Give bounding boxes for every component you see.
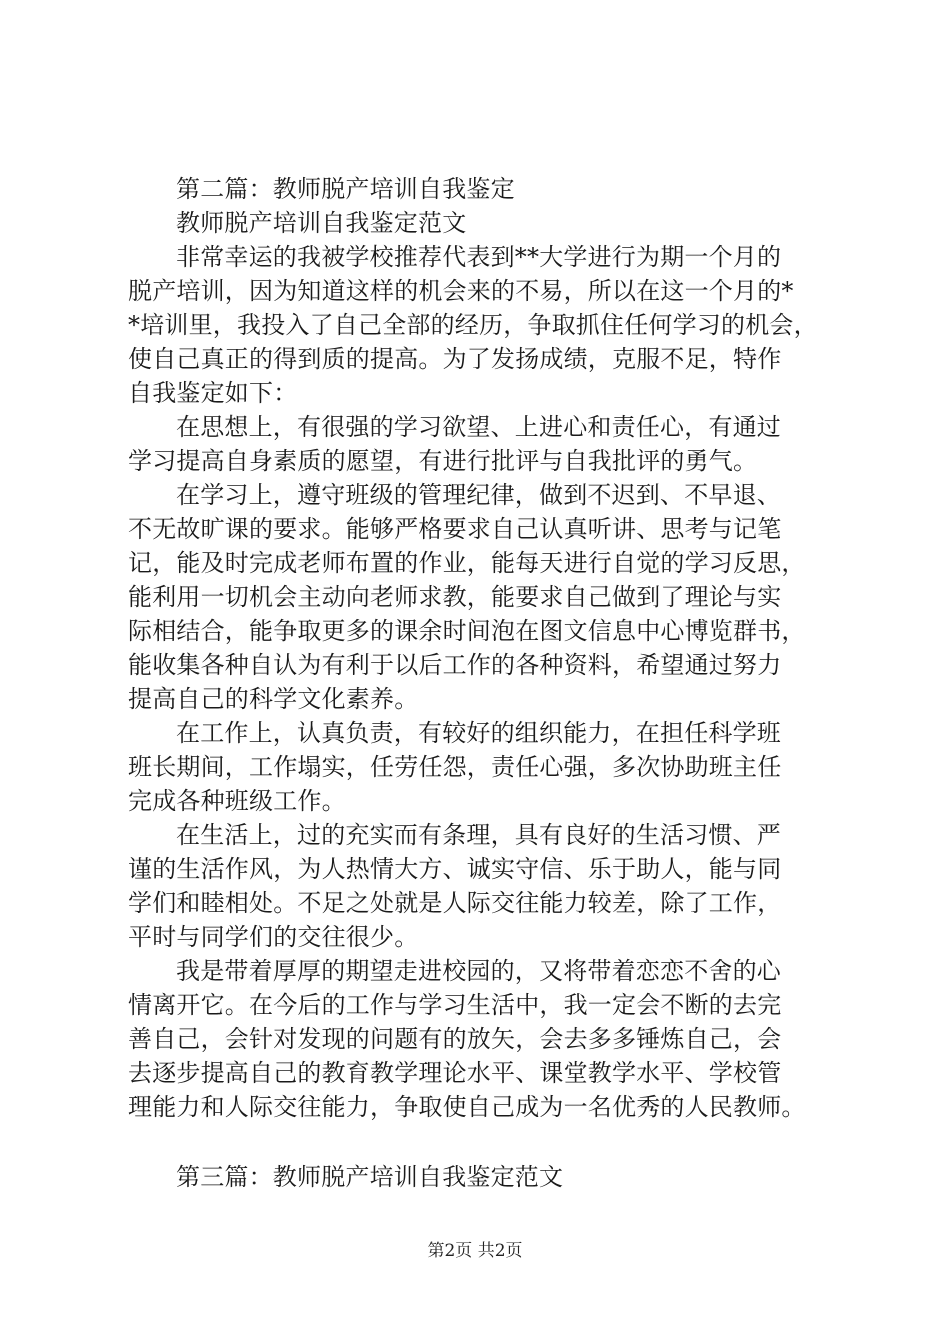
- paragraph-line: 在思想上，有很强的学习欲望、上进心和责任心，有通过: [176, 413, 781, 441]
- paragraph-line: 在生活上，过的充实而有条理，具有良好的生活习惯、严: [176, 821, 781, 849]
- paragraph-line: 班长期间，工作塌实，任劳任怨，责任心强，多次协助班主任: [128, 753, 782, 781]
- paragraph-line: 学习提高自身素质的愿望，有进行批评与自我批评的勇气。: [128, 447, 758, 475]
- paragraph-4: [128, 716, 828, 818]
- paragraph-line: 善自己，会针对发现的问题有的放矢，会去多多锤炼自己，会: [128, 1025, 782, 1053]
- paragraph-line: 自我鉴定如下：: [128, 379, 298, 407]
- paragraph-5: [128, 818, 828, 954]
- section-subheading: 教师脱产培训自我鉴定范文: [176, 209, 467, 237]
- paragraph-2: [128, 410, 828, 478]
- paragraph-line: 使自己真正的得到质的提高。为了发扬成绩，克服不足，特作: [128, 345, 782, 373]
- paragraph-line: 在学习上，遵守班级的管理纪律，做到不迟到、不早退、: [176, 481, 781, 509]
- paragraph-line: 学们和睦相处。不足之处就是人际交往能力较差，除了工作，: [128, 889, 782, 917]
- next-section-heading: 第三篇：教师脱产培训自我鉴定范文: [176, 1163, 564, 1191]
- paragraph-line: *培训里，我投入了自己全部的经历，争取抓住任何学习的机会，: [128, 311, 818, 339]
- paragraph-line: 非常幸运的我被学校推荐代表到**大学进行为期一个月的: [176, 243, 782, 271]
- paragraph-line: 我是带着厚厚的期望走进校园的，又将带着恋恋不舍的心: [176, 957, 781, 985]
- paragraph-line: 提高自己的科学文化素养。: [128, 685, 419, 713]
- document-body: [128, 172, 828, 1194]
- paragraph-3: [128, 478, 828, 716]
- paragraph-line: 在工作上，认真负责，有较好的组织能力，在担任科学班: [176, 719, 781, 747]
- paragraph-line: 完成各种班级工作。: [128, 787, 346, 815]
- paragraph-line: 际相结合，能争取更多的课余时间泡在图文信息中心博览群书，: [128, 617, 806, 645]
- paragraph-1: [128, 240, 828, 410]
- paragraph-line: 能收集各种自认为有利于以后工作的各种资料，希望通过努力: [128, 651, 782, 679]
- paragraph-line: 理能力和人际交往能力，争取使自己成为一名优秀的人民教师。: [128, 1093, 806, 1121]
- paragraph-line: 能利用一切机会主动向老师求教，能要求自己做到了理论与实: [128, 583, 782, 611]
- paragraph-line: 去逐步提高自己的教育教学理论水平、课堂教学水平、学校管: [128, 1059, 782, 1087]
- paragraph-line: 脱产培训，因为知道这样的机会来的不易，所以在这一个月的*: [128, 277, 794, 305]
- paragraph-line: 谨的生活作风，为人热情大方、诚实守信、乐于助人，能与同: [128, 855, 782, 883]
- paragraph-6: [128, 954, 828, 1124]
- paragraph-line: 记，能及时完成老师布置的作业，能每天进行自觉的学习反思，: [128, 549, 806, 577]
- page-number: 第2页 共2页: [427, 1241, 523, 1261]
- section-heading: 第二篇：教师脱产培训自我鉴定: [176, 175, 515, 203]
- paragraph-line: 情离开它。在今后的工作与学习生活中，我一定会不断的去完: [128, 991, 782, 1019]
- section-spacer: [128, 1124, 828, 1160]
- paragraph-line: 不无故旷课的要求。能够严格要求自己认真听讲、思考与记笔: [128, 515, 782, 543]
- paragraph-line: 平时与同学们的交往很少。: [128, 923, 419, 951]
